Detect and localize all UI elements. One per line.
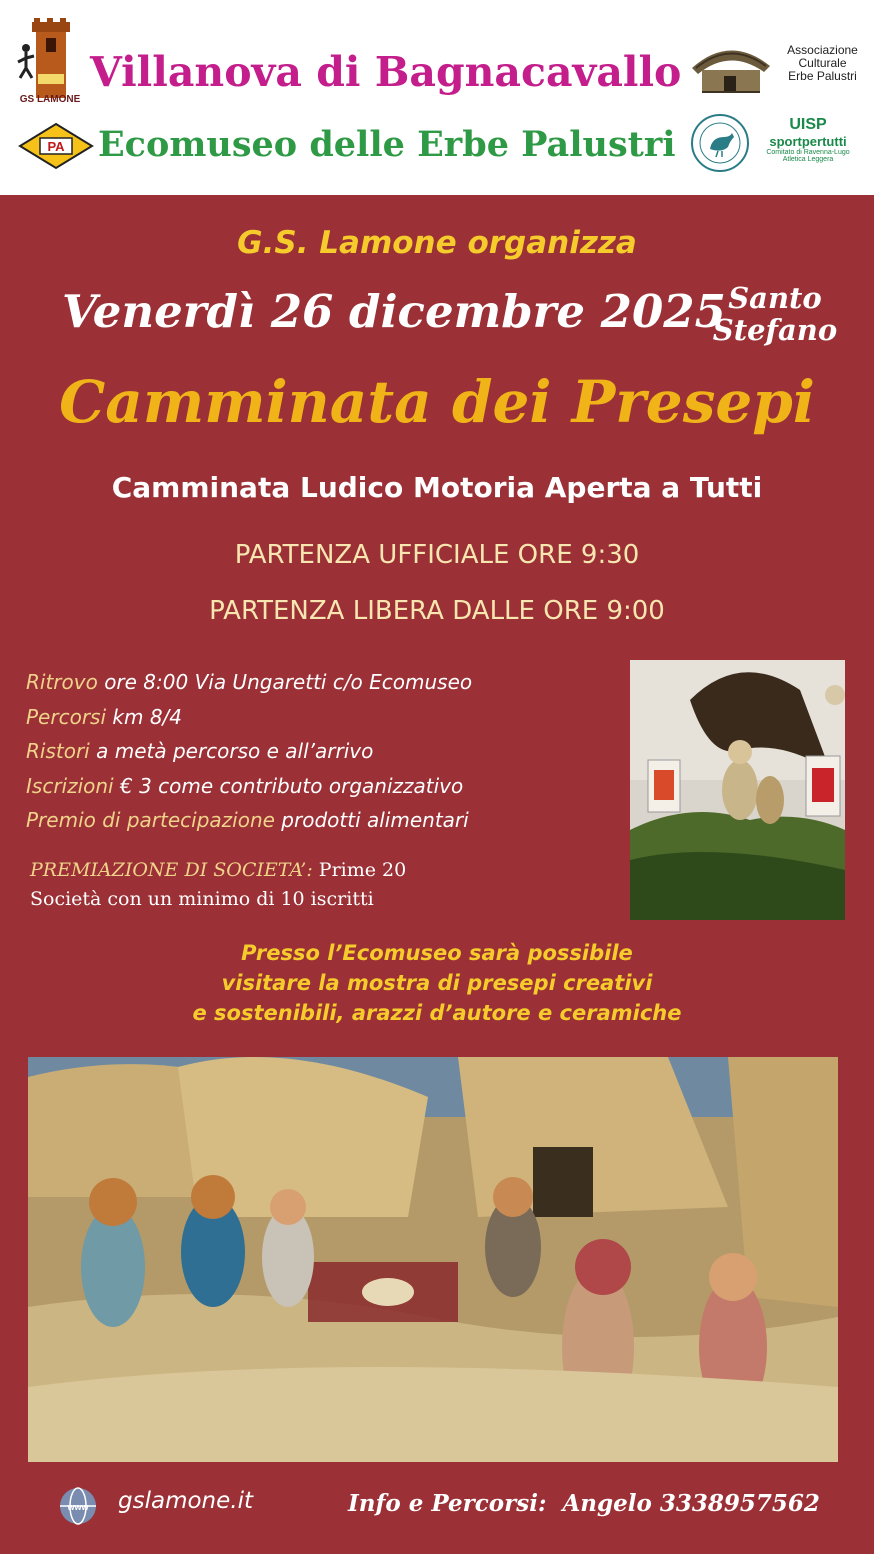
association-name (775, 44, 870, 83)
detail-label: Premio di partecipazione (26, 808, 275, 832)
uisp-logo (758, 116, 858, 163)
association-line: Culturale (798, 56, 847, 70)
detail-label: Ristori (26, 739, 90, 763)
pubblica-assistenza-logo (18, 122, 94, 170)
contact-info (348, 1490, 820, 1517)
details-list (26, 665, 626, 838)
svg-text:www: www (67, 1502, 89, 1512)
detail-row (26, 803, 626, 838)
contact-phone[interactable]: 3338957562 (659, 1490, 820, 1517)
detail-label: Iscrizioni (26, 773, 114, 798)
website-link[interactable]: gslamone.it (118, 1488, 253, 1514)
awards-note: Società con un minimo di 10 iscritti (30, 888, 374, 910)
awards-label: PREMIAZIONE DI SOCIETA’: (30, 859, 313, 881)
detail-value: a metà percorso e all’arrivo (96, 739, 374, 763)
globe-icon (58, 1486, 98, 1526)
uisp-sub: Comitato di Ravenna-Lugo (766, 149, 850, 156)
detail-value: ore 8:00 Via Ungaretti c/o Ecomuseo (104, 670, 473, 694)
uisp-sub2: Atletica Leggera (782, 156, 834, 163)
nativity-photo-small (630, 660, 845, 920)
detail-row (26, 665, 626, 700)
detail-row (26, 700, 626, 735)
awards-row (30, 856, 630, 885)
uisp-tagline: sportpertutti (769, 134, 847, 149)
svg-text:PA: PA (47, 139, 65, 154)
exhibition-line: Presso l’Ecomuseo sarà possibile (241, 941, 633, 965)
gs-lamone-logo (14, 18, 86, 106)
holiday-line: Santo (728, 281, 822, 315)
title-villanova: Villanova di Bagnacavallo (90, 48, 682, 96)
exhibition-line: visitare la mostra di presepi creativi (221, 971, 653, 995)
hut-logo (690, 38, 772, 96)
gs-lamone-caption: GS LAMONE (19, 94, 81, 105)
event-title: Camminata dei Presepi (59, 368, 815, 436)
detail-label: Ritrovo (26, 670, 98, 694)
title-ecomuseo: Ecomuseo delle Erbe Palustri (98, 124, 676, 165)
contact-name: Angelo (562, 1490, 652, 1517)
holiday-line: Stefano (712, 313, 838, 347)
exhibition-line: e sostenibili, arazzi d’autore e ceramiche (192, 1001, 682, 1025)
bird-society-logo (690, 113, 750, 173)
organizer-line (0, 225, 874, 261)
departure-free: PARTENZA LIBERA DALLE ORE 9:00 (209, 596, 665, 626)
detail-row (26, 769, 626, 804)
detail-label: Percorsi (26, 704, 107, 729)
detail-row (26, 734, 626, 769)
uisp-name: UISP (789, 116, 827, 133)
nativity-photo-large (28, 1057, 838, 1462)
organizer-name: G.S. Lamone (237, 225, 457, 261)
detail-value: € 3 come contributo organizzativo (119, 773, 464, 798)
event-date: Venerdì 26 dicembre 2025 (62, 285, 726, 338)
association-line: Erbe Palustri (788, 69, 857, 83)
organizer-verb: organizza (467, 225, 637, 261)
departure-official: PARTENZA UFFICIALE ORE 9:30 (234, 540, 640, 570)
awards-block (30, 856, 630, 914)
association-line: Associazione (787, 43, 858, 57)
event-subtitle: Camminata Ludico Motoria Aperta a Tutti (111, 471, 763, 504)
exhibition-note (0, 938, 874, 1028)
contact-label: Info e Percorsi: (348, 1490, 547, 1517)
detail-value: prodotti alimentari (281, 808, 469, 832)
holiday-name (700, 282, 850, 346)
awards-value: Prime 20 (318, 859, 407, 881)
detail-value: km 8/4 (112, 704, 182, 729)
